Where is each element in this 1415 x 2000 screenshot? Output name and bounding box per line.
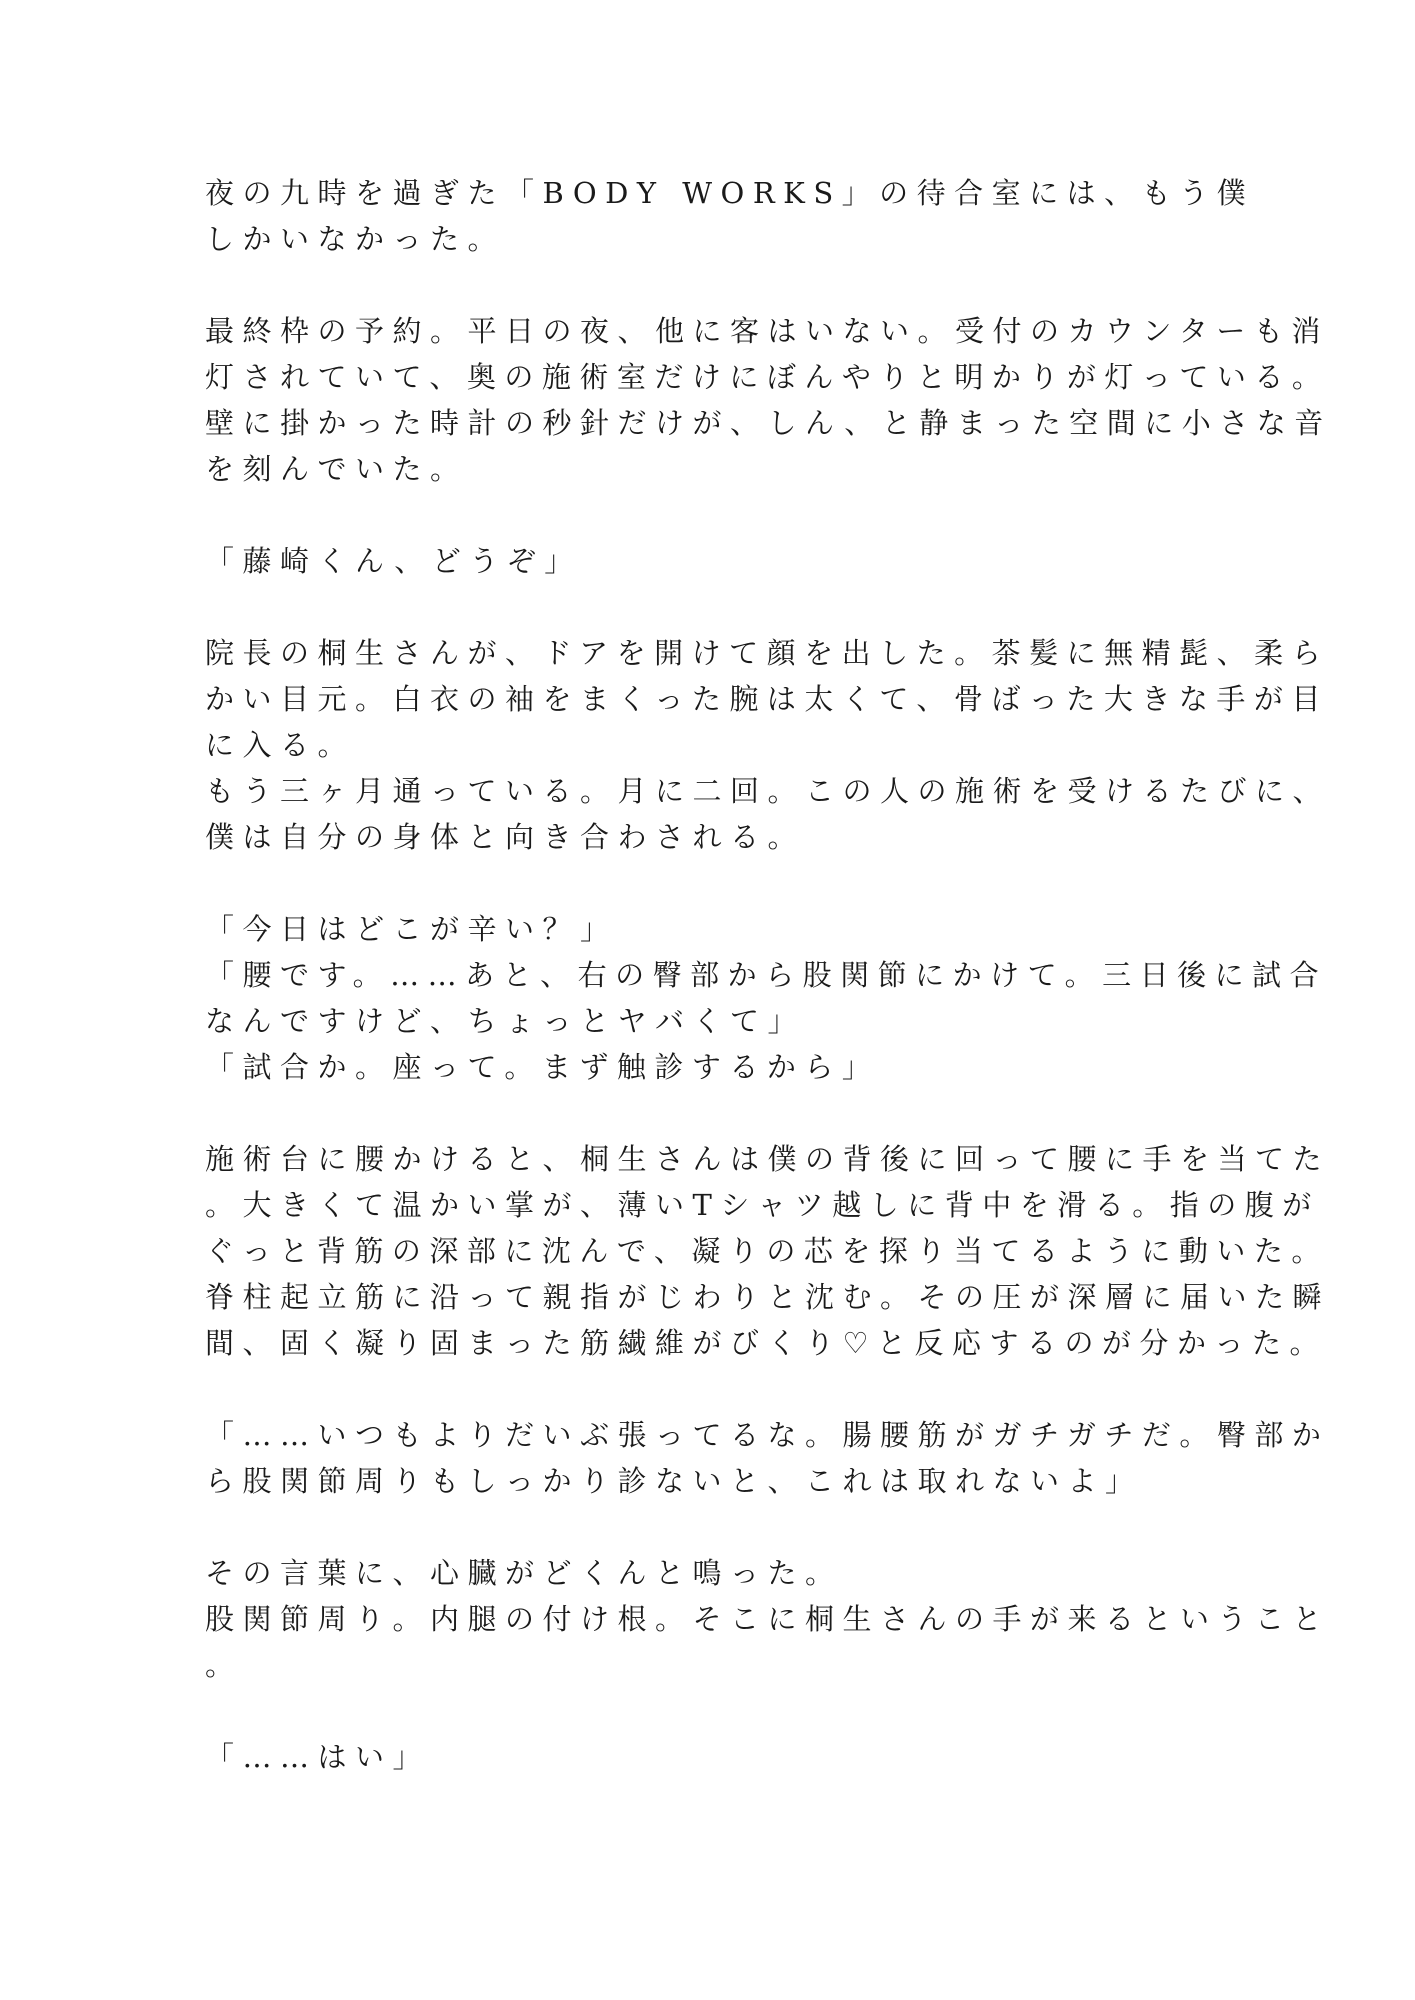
blank-line bbox=[205, 584, 1185, 630]
text-line: 間、固く凝り固まった筋繊維がびくり♡と反応するのが分かった。 bbox=[205, 1326, 1327, 1360]
text-line: 脊柱起立筋に沿って親指がじわりと沈む。その圧が深層に届いた瞬 bbox=[205, 1280, 1331, 1314]
text-line: 。大きくて温かい掌が、薄いTシャツ越しに背中を滑る。指の腹が bbox=[205, 1188, 1320, 1222]
blank-line bbox=[205, 492, 1185, 538]
text-line: 「今日はどこが辛い？」 bbox=[205, 912, 618, 946]
text-line: ぐっと背筋の深部に沈んで、凝りの芯を探り当てるように動いた。 bbox=[205, 1234, 1329, 1268]
blank-line bbox=[205, 1090, 1185, 1136]
text-line: 股関節周り。内腿の付け根。そこに桐生さんの手が来るということ bbox=[205, 1602, 1331, 1636]
text-line: ら股関節周りもしっかり診ないと、これは取れないよ」 bbox=[205, 1464, 1143, 1498]
text-line: かい目元。白衣の袖をまくった腕は太くて、骨ばった大きな手が目 bbox=[205, 682, 1329, 716]
blank-line bbox=[205, 262, 1185, 308]
text-line: 最終枠の予約。平日の夜、他に客はいない。受付のカウンターも消 bbox=[205, 314, 1329, 348]
text-line: 。 bbox=[205, 1648, 243, 1682]
text-line: なんですけど、ちょっとヤバくて」 bbox=[205, 1004, 806, 1038]
text-line: 夜の九時を過ぎた「BODY WORKS」の待合室には、もう僕 bbox=[205, 176, 1255, 210]
text-line: 「腰です。……あと、右の臀部から股関節にかけて。三日後に試合 bbox=[205, 958, 1328, 992]
text-line: 壁に掛かった時計の秒針だけが、しん、と静まった空間に小さな音 bbox=[205, 406, 1332, 440]
text-line: 「試合か。座って。まず触診するから」 bbox=[205, 1050, 880, 1084]
text-line: を刻んでいた。 bbox=[205, 452, 468, 486]
text-line: 院長の桐生さんが、ドアを開けて顔を出した。茶髪に無精髭、柔ら bbox=[205, 636, 1330, 670]
text-line: 灯されていて、奥の施術室だけにぼんやりと明かりが灯っている。 bbox=[205, 360, 1330, 394]
blank-line bbox=[205, 1504, 1185, 1550]
text-line: 「……いつもよりだいぶ張ってるな。腸腰筋がガチガチだ。臀部か bbox=[205, 1418, 1330, 1452]
blank-line bbox=[205, 1688, 1185, 1734]
text-line: 「藤崎くん、どうぞ」 bbox=[205, 544, 582, 578]
text-line: 僕は自分の身体と向き合わされる。 bbox=[205, 820, 806, 854]
text-line: その言葉に、心臓がどくんと鳴った。 bbox=[205, 1556, 843, 1590]
text-line: 施術台に腰かけると、桐生さんは僕の背後に回って腰に手を当てた bbox=[205, 1142, 1331, 1176]
text-line: 「……はい」 bbox=[205, 1740, 431, 1774]
text-line: に入る。 bbox=[205, 728, 356, 762]
document-body bbox=[205, 170, 1332, 1780]
blank-line bbox=[205, 1366, 1185, 1412]
text-line: しかいなかった。 bbox=[205, 222, 506, 256]
text-line: もう三ヶ月通っている。月に二回。この人の施術を受けるたびに、 bbox=[205, 774, 1331, 808]
blank-line bbox=[205, 860, 1185, 906]
